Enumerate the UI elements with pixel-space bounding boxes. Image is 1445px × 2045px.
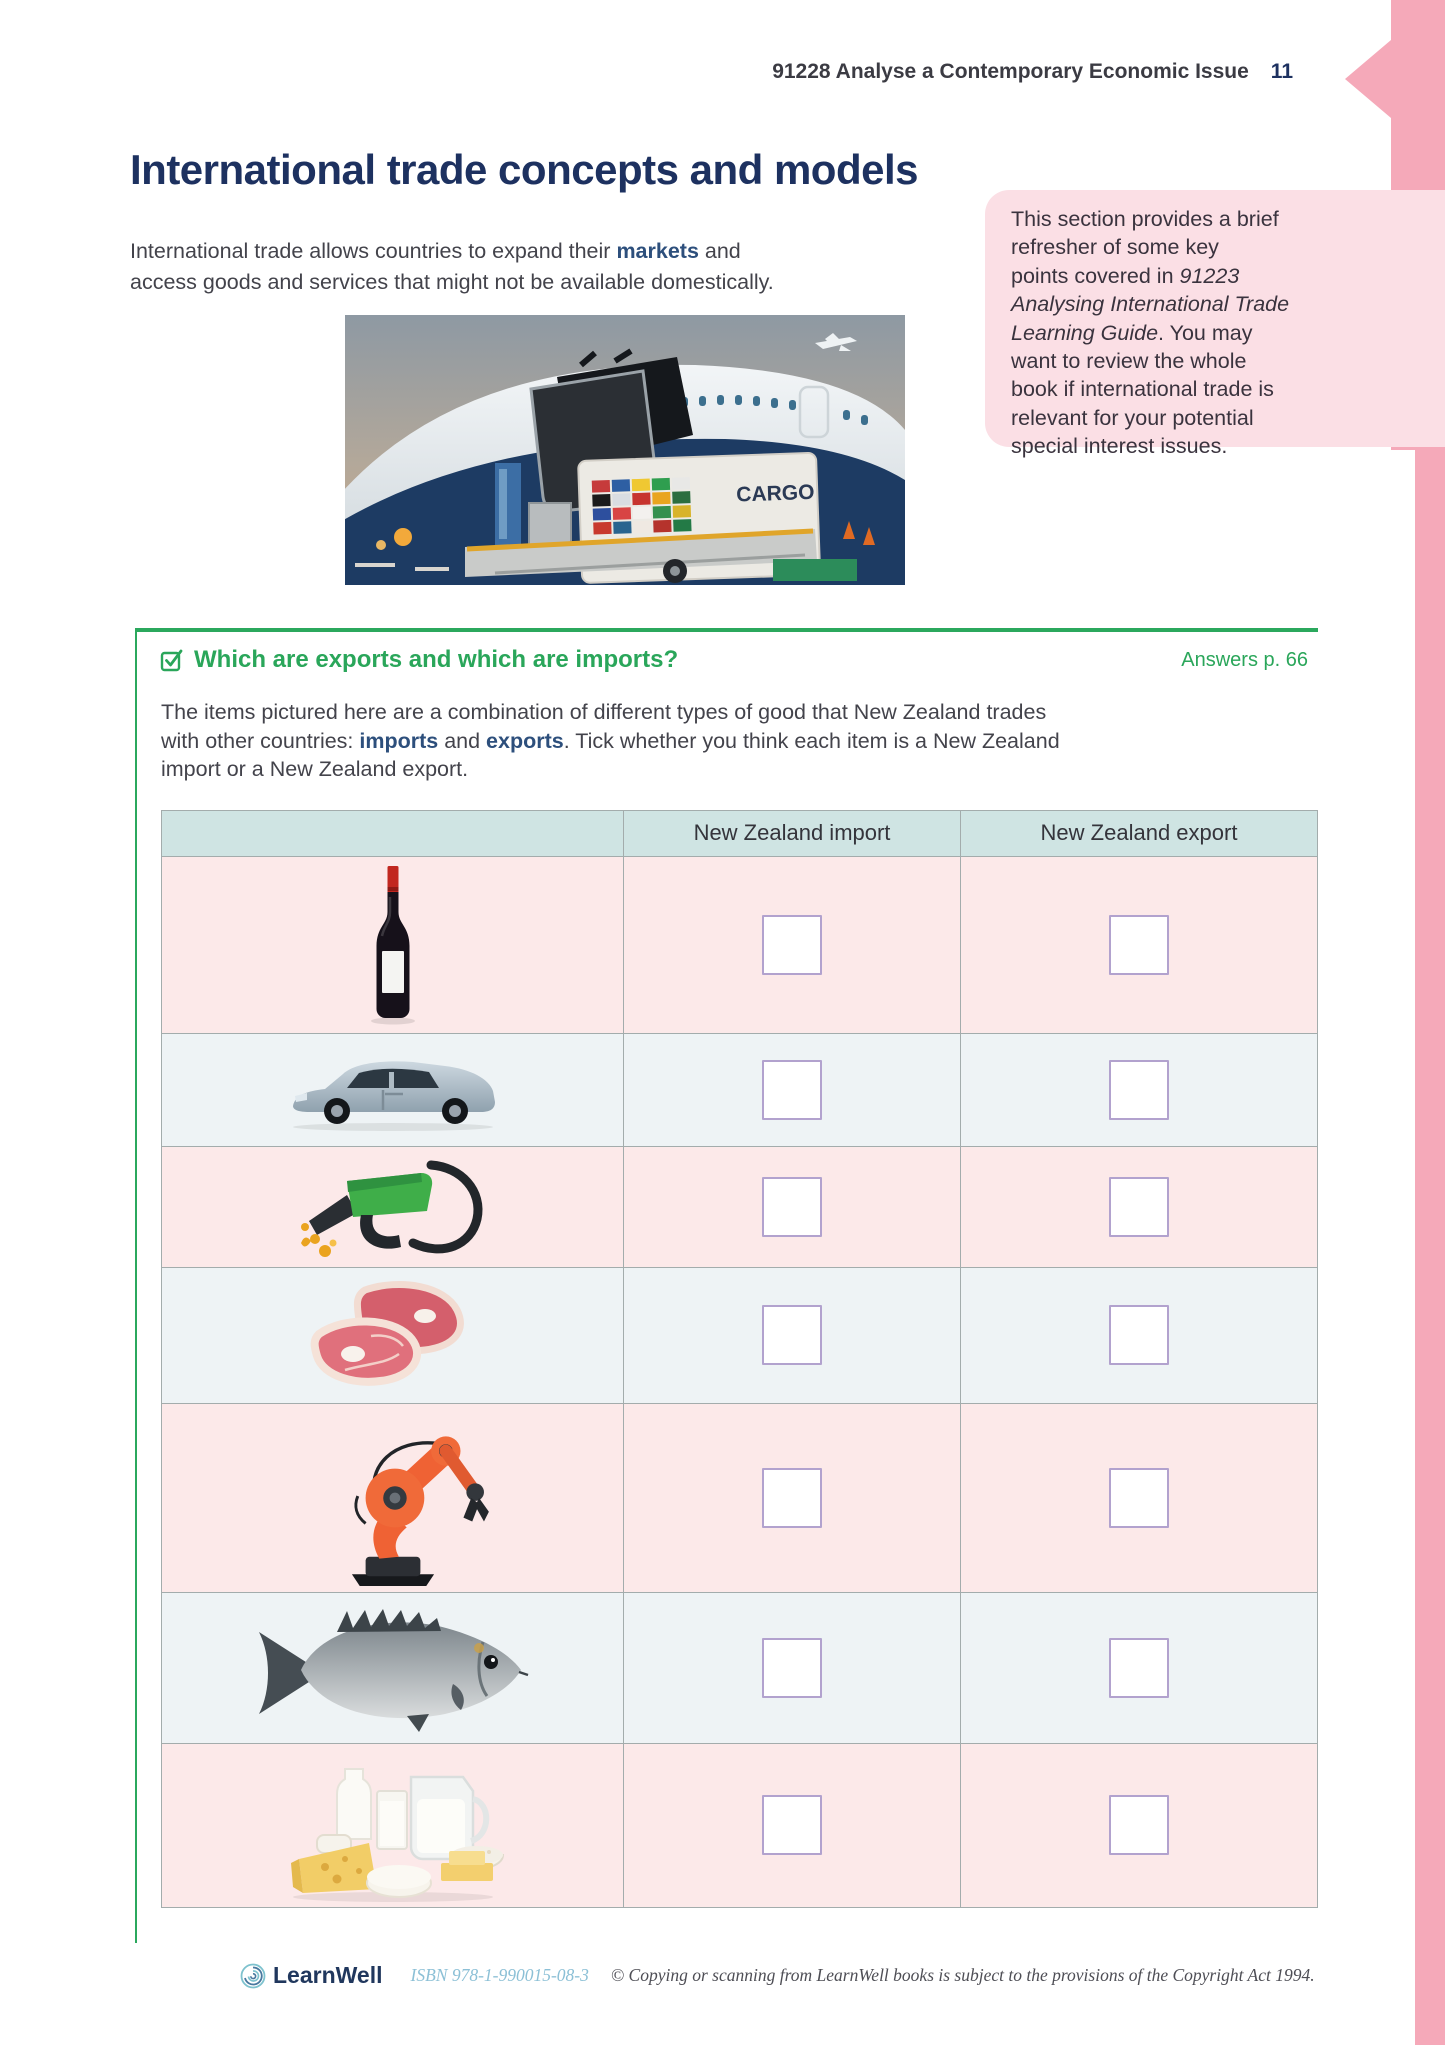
brand-name: LearnWell [273,1962,383,1988]
answers-reference: Answers p. 66 [1181,648,1308,671]
export-checkbox[interactable] [1109,915,1169,975]
import-export-table [161,810,1318,1908]
wine-bottle-image [365,865,421,1025]
import-checkbox[interactable] [762,1177,822,1237]
export-checkbox[interactable] [1109,1305,1169,1365]
fish-image [257,1598,529,1738]
learnwell-logo-icon [240,1963,266,1989]
import-checkbox[interactable] [762,915,822,975]
cargo-label: CARGO [735,480,815,507]
table-row [162,1744,1317,1907]
page-number: 11 [1270,60,1293,83]
export-checkbox[interactable] [1109,1638,1169,1698]
cargo-loading-photo [345,315,905,585]
activity-header [159,646,1310,674]
import-checkbox[interactable] [762,1468,822,1528]
table-row [162,1268,1317,1404]
car-image [287,1048,499,1132]
import-column-header: New Zealand import [623,811,960,856]
running-head-title: 91228 Analyse a Contemporary Economic Issue [772,60,1249,83]
import-checkbox[interactable] [762,1305,822,1365]
export-checkbox[interactable] [1109,1795,1169,1855]
page-footer [240,1962,1315,1989]
running-head [772,60,1293,84]
table-row [162,857,1317,1034]
import-checkbox[interactable] [762,1638,822,1698]
intro-paragraph: International trade allows countries to expand their markets and access goods and services that might not be available domestically. [130,239,774,294]
isbn-text: ISBN 978-1-990015-08-3 [410,1965,589,1985]
item-column-header [162,811,623,856]
export-checkbox[interactable] [1109,1468,1169,1528]
import-checkbox[interactable] [762,1795,822,1855]
apron-light [394,528,412,546]
refresher-callout: This section provides a brief refresher of some key points covered in 91223 Analysing International Trade Learning Guide. You may want to review the whole book if international trade is relevant for your potential special interest issues. [985,190,1445,447]
table-row [162,1034,1317,1147]
copyright-text: © Copying or scanning from LearnWell books is subject to the provisions of the Copyright Act 1994. [610,1965,1315,1985]
activity-box [135,628,1318,1943]
apron-light-small [376,540,386,550]
table-row [162,1147,1317,1268]
table-row [162,1404,1317,1593]
import-checkbox[interactable] [762,1060,822,1120]
table-row [162,1593,1317,1744]
activity-instructions: The items pictured here are a combination of different types of good that New Zealand trades with other countries: imports and exports. Tick whether you think each item is a New Zealand import or a New Zealand export. [161,700,1060,781]
dairy-products-image [281,1747,505,1903]
export-checkbox[interactable] [1109,1177,1169,1237]
meat-cuts-image [305,1276,481,1394]
checkbox-tick-icon [159,647,185,673]
activity-title: Which are exports and which are imports? [194,646,679,673]
page-title: International trade concepts and models [130,146,918,194]
table-header-row [162,811,1317,857]
petrol-pump-image [295,1151,491,1263]
export-column-header: New Zealand export [960,811,1317,856]
export-checkbox[interactable] [1109,1060,1169,1120]
robot-arm-image [295,1408,491,1588]
